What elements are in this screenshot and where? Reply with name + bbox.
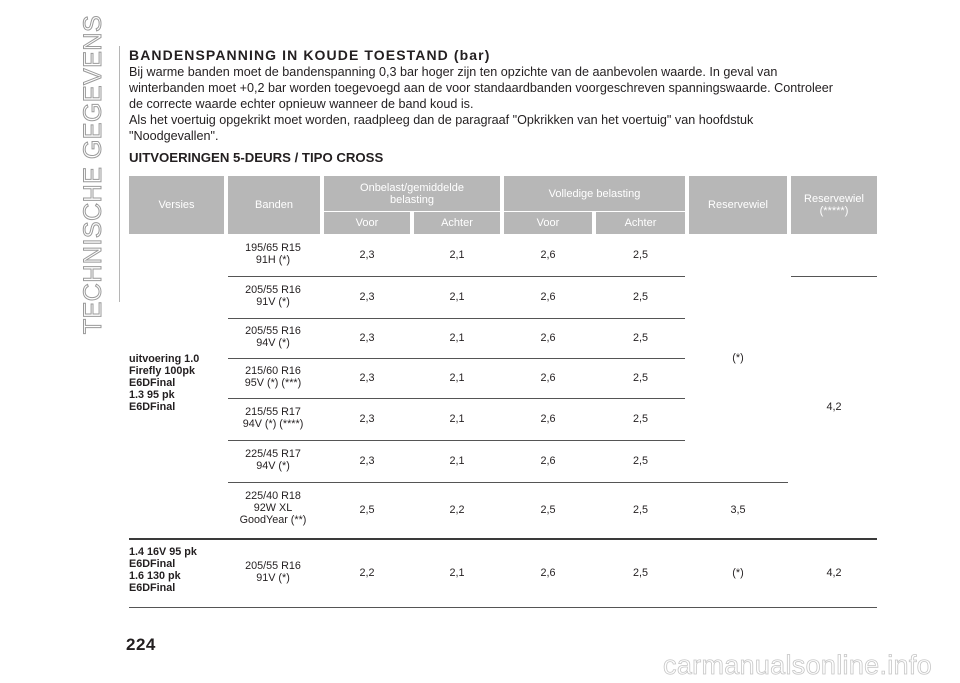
tyre-size [228, 365, 318, 389]
header-spare: Reservewiel [689, 176, 787, 234]
unladen-rear-value: 2,2 [449, 504, 465, 516]
tyre-line: 205/55 R16 [245, 284, 301, 296]
full-front-value: 2,6 [540, 567, 556, 579]
tyre-line: 91V (*) [256, 572, 290, 584]
tyre-line: 91H (*) [255, 254, 291, 266]
unladen-front-value: 2,3 [359, 291, 375, 303]
tyre-line: 215/55 R17 [245, 406, 301, 418]
tyre-size [228, 284, 318, 308]
version-line: E6DFinal [129, 401, 176, 413]
version-line: E6DFinal [129, 377, 176, 389]
unladen-rear-value: 2,1 [449, 455, 465, 467]
full-front-value: 2,6 [540, 291, 556, 303]
spare-2-value: 4,2 [826, 567, 842, 579]
paragraph-warm-tyres [129, 64, 879, 112]
version-line: Firefly 100pk [129, 365, 196, 377]
tyre-size [228, 490, 318, 526]
full-rear-value: 2,5 [632, 332, 648, 344]
full-front-value: 2,6 [540, 413, 556, 425]
full-front-value: 2,6 [540, 249, 556, 261]
tyre-size [228, 325, 318, 349]
header-full-rear: Achter [596, 211, 685, 234]
version-line: uitvoering 1.0 [129, 353, 200, 365]
header-full-load: Volledige belasting [504, 176, 685, 211]
header-unladen-front: Voor [324, 211, 410, 234]
group1-versions [129, 353, 224, 413]
full-rear-value: 2,5 [632, 413, 648, 425]
full-front-value: 2,6 [540, 372, 556, 384]
version-line: E6DFinal [129, 558, 176, 570]
header-unladen-rear: Achter [414, 211, 500, 234]
page-number: 224 [126, 635, 156, 654]
header-unladen-line: Onbelast/gemiddelde [360, 181, 464, 194]
full-front-value: 2,6 [540, 455, 556, 467]
tyre-line: 205/55 R16 [245, 325, 301, 337]
unladen-rear-value: 2,1 [449, 567, 465, 579]
full-rear-value: 2,5 [632, 372, 648, 384]
header-spare-2-line: (*****) [819, 205, 849, 217]
header-divider [324, 211, 685, 212]
group2-versions [129, 546, 224, 594]
tyre-pressure-table [129, 176, 877, 608]
table-bottom-rule [129, 607, 877, 608]
header-unladen [324, 176, 500, 211]
paragraph-line: "Noodgevallen". [129, 129, 219, 143]
header-full-front: Voor [504, 211, 592, 234]
tyre-line: 205/55 R16 [245, 560, 301, 572]
header-unladen-line: belasting [389, 193, 435, 206]
unladen-front-value: 2,3 [359, 372, 375, 384]
paragraph-line: de correcte waarde echter opnieuw wanneer de band koud is. [129, 97, 474, 111]
tyre-line: 94V (*) [256, 337, 290, 349]
header-spare-2-line: Reservewiel [804, 193, 864, 205]
full-rear-value: 2,5 [632, 291, 648, 303]
chapter-side-rule [119, 46, 120, 302]
tyre-line: 225/45 R17 [245, 448, 301, 460]
tyre-line: 92W XL [253, 502, 293, 514]
chapter-side-title-text: TECHNISCHE GEGEVENS [79, 14, 108, 334]
tyre-line: 94V (*) [256, 460, 290, 472]
spare-2-merged-value: 4,2 [826, 401, 842, 413]
unladen-rear-value: 2,1 [449, 372, 465, 384]
paragraph-line: Als het voertuig opgekrikt moet worden, raadpleeg dan de paragraaf "Opkrikken van het voertuig" van hoofdstuk [129, 113, 754, 127]
spare-merged-value: (*) [732, 352, 744, 364]
section-title: BANDENSPANNING IN KOUDE TOESTAND (bar) [129, 47, 491, 63]
page-content [129, 46, 879, 166]
version-line: 1.3 95 pk [129, 389, 175, 401]
full-front-value: 2,6 [540, 332, 556, 344]
version-line: 1.4 16V 95 pk [129, 546, 197, 558]
unladen-rear-value: 2,1 [449, 291, 465, 303]
header-spare-2 [791, 176, 877, 234]
paragraph-line: Bij warme banden moet de bandenspanning 0,3 bar hoger zijn ten opzichte van de aanbevolen waarde. In geval van [129, 65, 778, 79]
full-rear-value: 2,5 [632, 567, 648, 579]
unladen-front-value: 2,5 [359, 504, 375, 516]
header-versions: Versies [129, 176, 224, 234]
unladen-rear-value: 2,1 [449, 332, 465, 344]
full-rear-value: 2,5 [632, 504, 648, 516]
spare-value: (*) [732, 567, 744, 579]
spare-value: 3,5 [730, 504, 746, 516]
version-line: 1.6 130 pk [129, 570, 181, 582]
full-rear-value: 2,5 [632, 455, 648, 467]
full-rear-value: 2,5 [632, 249, 648, 261]
tyre-line: 95V (*) (***) [244, 377, 302, 389]
tyre-line: GoodYear (**) [239, 514, 307, 526]
tyre-line: 91V (*) [256, 296, 290, 308]
tyre-line: 215/60 R16 [245, 365, 301, 377]
tyre-line: 225/40 R18 [245, 490, 301, 502]
tyre-line: 94V (*) (****) [242, 418, 304, 430]
unladen-front-value: 2,3 [359, 332, 375, 344]
full-front-value: 2,5 [540, 504, 556, 516]
unladen-front-value: 2,2 [359, 567, 375, 579]
unladen-rear-value: 2,1 [449, 413, 465, 425]
unladen-front-value: 2,3 [359, 455, 375, 467]
paragraph-jacking [129, 112, 879, 144]
tyre-size [228, 406, 318, 430]
paragraph-line: winterbanden moet +0,2 bar worden toegevoegd aan de voor standaardbanden voorgeschreven spanningswaarde. Controleer [129, 81, 833, 95]
tyre-size [228, 448, 318, 472]
watermark: carmanualsonline.info [663, 650, 932, 680]
tyre-size [228, 560, 318, 584]
unladen-rear-value: 2,1 [449, 249, 465, 261]
tyre-line: 195/65 R15 [245, 242, 301, 254]
table-title: UITVOERINGEN 5-DEURS / TIPO CROSS [129, 150, 384, 165]
unladen-front-value: 2,3 [359, 249, 375, 261]
chapter-side-title [74, 14, 114, 334]
tyre-size [228, 242, 318, 266]
version-line: E6DFinal [129, 582, 176, 594]
unladen-front-value: 2,3 [359, 413, 375, 425]
header-tyres: Banden [228, 176, 320, 234]
